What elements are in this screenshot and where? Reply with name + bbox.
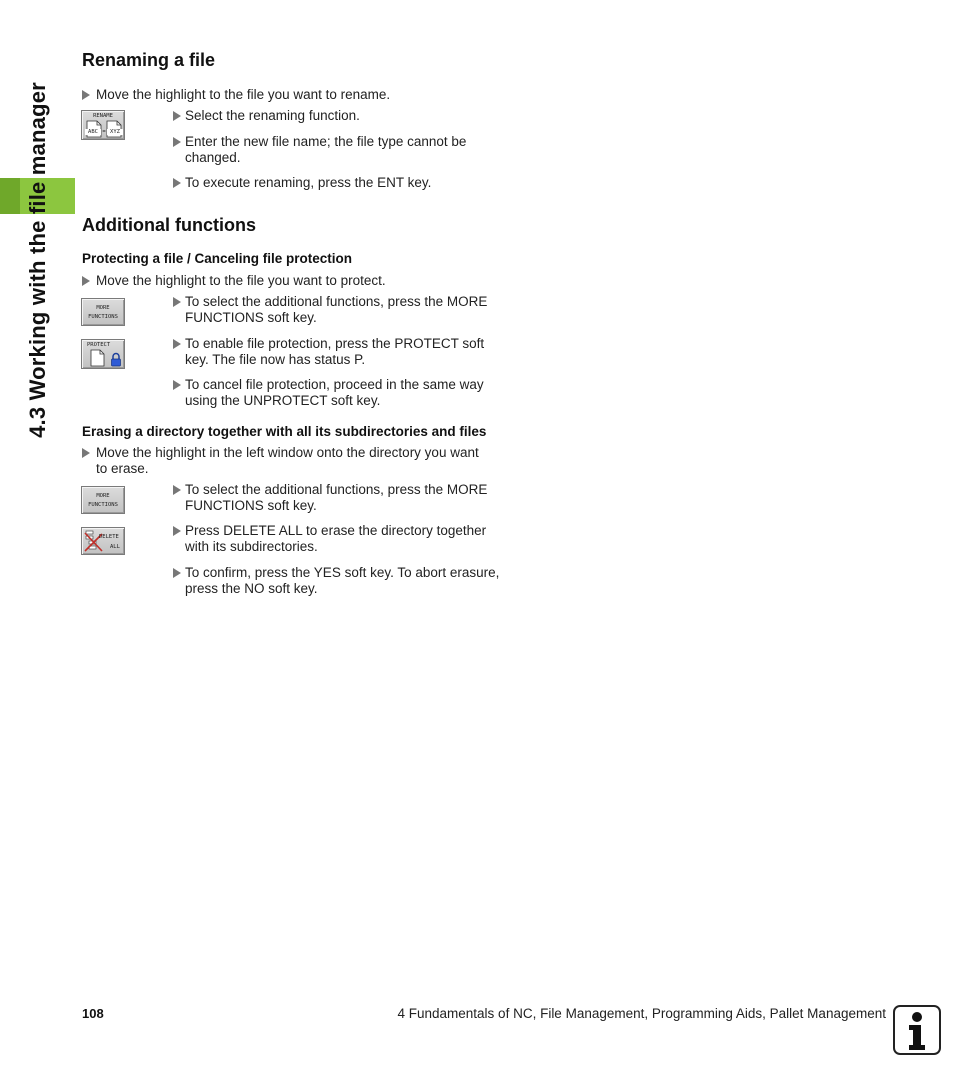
erase-step-3-line-2: with its subdirectories. bbox=[185, 539, 318, 554]
rename-step-1: Move the highlight to the file you want to rename. bbox=[82, 87, 536, 103]
info-glyph bbox=[895, 1007, 939, 1053]
rename-softkey-label: RENAME bbox=[93, 113, 113, 119]
rename-softkey-right-text: XYZ bbox=[107, 129, 123, 135]
info-icon bbox=[893, 1005, 941, 1055]
erase-step-2 bbox=[173, 482, 535, 514]
rename-step-2 bbox=[173, 108, 535, 124]
protect-step-3-line-2: key. The file now has status P. bbox=[185, 352, 366, 367]
erase-step-4-line-1: To confirm, press the YES soft key. To abort erasure, bbox=[185, 565, 500, 580]
protect-step-3 bbox=[173, 336, 535, 368]
rename-softkey-left-text: ABC bbox=[85, 129, 101, 135]
protect-softkey[interactable] bbox=[81, 339, 125, 369]
page-number: 108 bbox=[82, 1006, 104, 1021]
heading-additional-functions: Additional functions bbox=[82, 215, 256, 235]
erase-step-3-line-1: Press DELETE ALL to erase the directory together bbox=[185, 523, 487, 538]
chapter-title: 4 Fundamentals of NC, File Management, Programming Aids, Pallet Management bbox=[397, 1006, 886, 1021]
delete-all-softkey-line-1: DELETE bbox=[99, 534, 119, 540]
protect-step-4-line-1: To cancel file protection, proceed in the same way bbox=[185, 377, 484, 392]
erase-step-2-line-1: To select the additional functions, press the MORE bbox=[185, 482, 488, 497]
subheading-erase: Erasing a directory together with all its subdirectories and files bbox=[82, 424, 487, 439]
erase-step-1-line-2: to erase. bbox=[96, 461, 149, 476]
lock-icon bbox=[110, 352, 122, 367]
erase-step-3 bbox=[173, 523, 535, 555]
protect-step-2 bbox=[173, 294, 535, 326]
rename-step-3-line-1: Enter the new file name; the file type cannot be bbox=[185, 134, 467, 149]
protect-step-2-line-2: FUNCTIONS soft key. bbox=[185, 310, 317, 325]
erase-step-4-line-2: press the NO soft key. bbox=[185, 581, 318, 596]
delete-all-softkey-line-2: ALL bbox=[110, 544, 120, 550]
delete-all-softkey[interactable] bbox=[81, 527, 125, 555]
more-functions-softkey-2-line-2: FUNCTIONS bbox=[88, 502, 118, 508]
erase-step-1 bbox=[82, 445, 536, 477]
rename-step-4 bbox=[173, 175, 535, 191]
subheading-protect: Protecting a file / Canceling file protection bbox=[82, 251, 353, 266]
side-tab-title: 4.3 Working with the file manager bbox=[25, 82, 51, 438]
protect-step-4 bbox=[173, 377, 535, 409]
heading-renaming: Renaming a file bbox=[82, 50, 216, 70]
protect-step-4-line-2: using the UNPROTECT soft key. bbox=[185, 393, 381, 408]
rename-step-4-text: To execute renaming, press the ENT key. bbox=[185, 175, 432, 190]
protect-step-1: Move the highlight to the file you want to protect. bbox=[82, 273, 536, 289]
protect-softkey-label: PROTECT bbox=[87, 342, 111, 348]
more-functions-softkey-2[interactable] bbox=[81, 486, 125, 514]
protect-step-2-line-1: To select the additional functions, press the MORE bbox=[185, 294, 488, 309]
protect-step-3-line-1: To enable file protection, press the PROTECT soft bbox=[185, 336, 485, 351]
rename-step-3-line-2: changed. bbox=[185, 150, 241, 165]
more-functions-softkey-line-2: FUNCTIONS bbox=[88, 314, 118, 320]
side-tab bbox=[0, 50, 76, 470]
erase-step-2-line-2: FUNCTIONS soft key. bbox=[185, 498, 317, 513]
rename-softkey[interactable] bbox=[81, 110, 125, 140]
rename-softkey-mid-text: = bbox=[102, 129, 106, 135]
rename-step-2-text: Select the renaming function. bbox=[185, 108, 360, 123]
erase-step-1-line-1: Move the highlight in the left window onto the directory you want bbox=[96, 445, 479, 460]
rename-step-3 bbox=[173, 134, 535, 166]
erase-step-4 bbox=[173, 565, 545, 597]
more-functions-softkey-2-line-1: MORE bbox=[96, 493, 110, 499]
more-functions-softkey-line-1: MORE bbox=[96, 305, 110, 311]
more-functions-softkey[interactable] bbox=[81, 298, 125, 326]
